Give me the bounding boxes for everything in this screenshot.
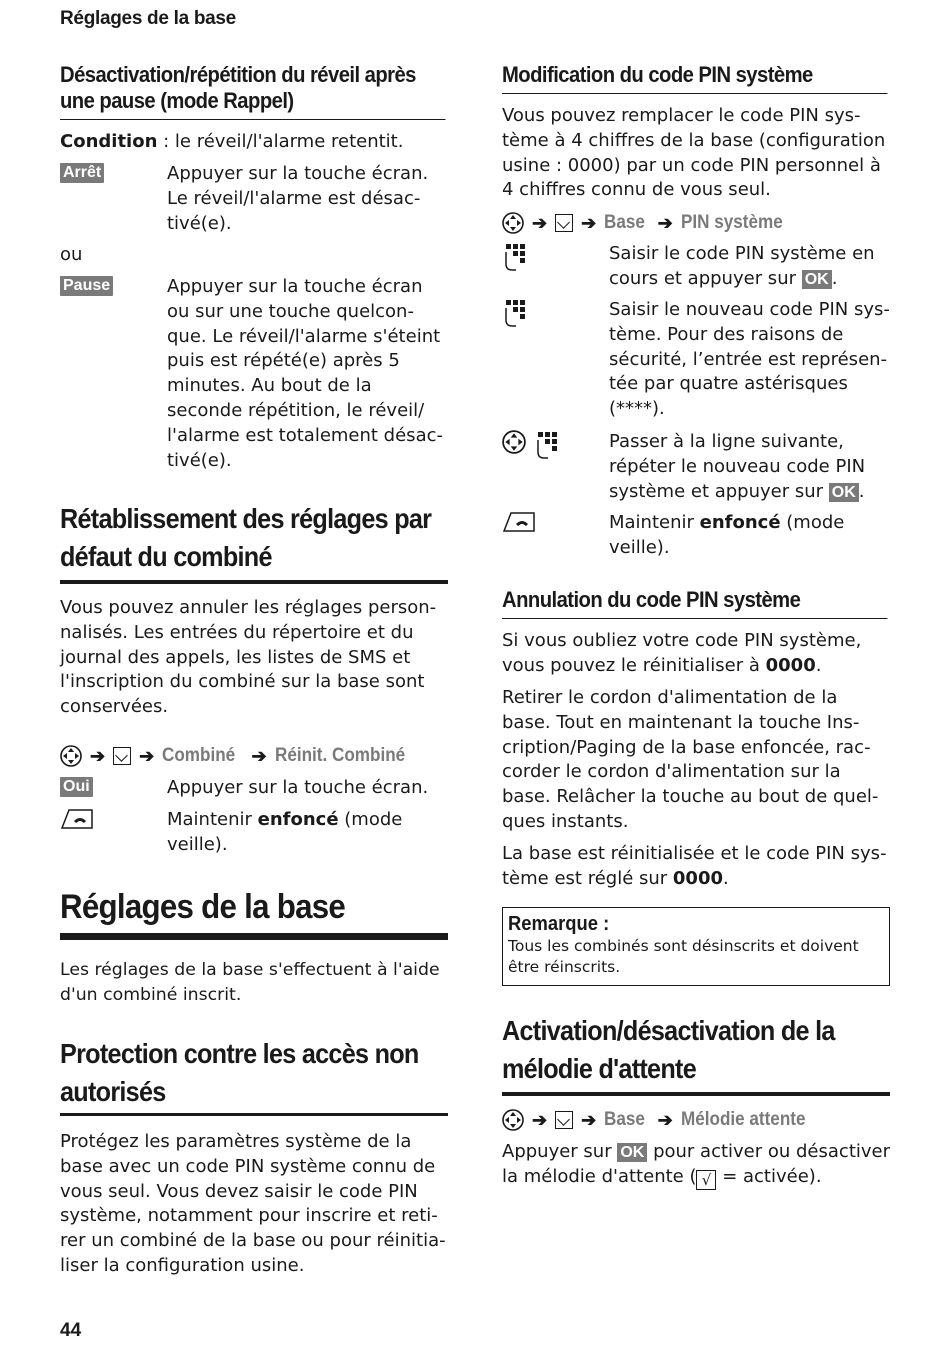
arrow-icon: ➔ (139, 745, 155, 766)
cancel-p3-end: . (723, 867, 729, 889)
base-text: Les réglages de la base s'effectuent à l'aide d'un combiné inscrit. (60, 960, 440, 1005)
hold-text-bold: enfoncé (257, 809, 339, 830)
arrow-icon: ➔ (90, 745, 106, 766)
protect-text: Protégez les paramètres système de la base avec un code PIN système connu de vous seul. Vous devez saisir le code PIN système, notamment pour inscrire et reti-rer un combiné de la base ou pour réinitia-liser la configuration usine. (60, 1131, 446, 1276)
page-number: 44 (60, 1320, 82, 1341)
condition-label: Condition (60, 131, 158, 152)
hold-text-post: (mode veille). (167, 809, 403, 855)
condition-line (60, 130, 448, 155)
music-section (502, 1012, 890, 1096)
pause-softkey[interactable]: Pause (60, 276, 113, 296)
arrow-icon: ➔ (532, 1109, 548, 1130)
pin-step2-row (502, 298, 890, 423)
pin-step3-end: . (858, 480, 865, 502)
menu-item-reinit[interactable]: Réinit. Combiné (274, 745, 405, 766)
navigation-key-icon[interactable] (502, 430, 526, 454)
base-title: Réglages de la base (60, 888, 346, 926)
cancel-section (502, 587, 890, 619)
note-box (502, 907, 890, 986)
cancel-p3-text: La base est réinitialisée et le code PIN sys-tème est réglé sur (502, 843, 887, 889)
yes-softkey[interactable]: Oui (60, 777, 93, 797)
snooze-section (60, 62, 448, 120)
menu-icon[interactable] (555, 214, 573, 232)
music-text-mid: pour activer ou désactiver la mélodie d'attente ( (502, 1141, 891, 1187)
menu-item-pin[interactable]: PIN système (680, 212, 783, 233)
arrow-icon: ➔ (251, 745, 267, 766)
cancel-title: Annulation du code PIN système (502, 587, 888, 619)
protect-section (60, 1035, 448, 1116)
pin-text: Vous pouvez remplacer le code PIN sys-tème à 4 chiffres de la base (configuration usine : 0000) par un code PIN personnel à 4 chiffres connu de vous seul. (502, 105, 886, 201)
cancel-p1-text: Si vous oubliez votre code PIN système, vous pouvez le réinitialiser à (502, 630, 862, 676)
ok-softkey[interactable]: OK (829, 483, 859, 502)
arrow-icon: ➔ (657, 1109, 673, 1130)
arrow-icon: ➔ (532, 212, 548, 233)
pin-hold-pre: Maintenir (609, 512, 700, 533)
reset-title: Rétablissement des réglages par défaut du combiné (60, 503, 432, 572)
off-row (60, 162, 448, 237)
pin-step1-text: Saisir le code PIN système en cours et appuyer sur (609, 243, 875, 289)
pin-step3-row (502, 430, 890, 506)
cancel-p1-bold: 0000 (765, 654, 816, 676)
end-call-key-icon[interactable] (60, 808, 94, 830)
pin-title: Modification du code PIN système (502, 62, 888, 94)
protect-title: Protection contre les accès non autorisés (60, 1038, 419, 1107)
end-call-key-icon[interactable] (502, 511, 536, 533)
cancel-p1-end: . (815, 654, 822, 676)
pin-step2-text: Saisir le nouveau code PIN sys-tème. Pour des raisons de sécurité, l’entrée est représen-tée par quatre astérisques (****). (609, 299, 890, 420)
music-text-pre: Appuyer sur (502, 1141, 618, 1162)
note-title: Remarque : (508, 913, 610, 935)
keypad-icon[interactable] (502, 298, 532, 328)
menu-item-combine[interactable]: Combiné (162, 745, 236, 766)
navigation-key-icon[interactable] (60, 745, 82, 767)
reset-section (60, 500, 448, 584)
cancel-p1 (502, 629, 890, 679)
music-nav-path (502, 1107, 819, 1133)
pause-text: Appuyer sur la touche écran ou sur une touche quelcon-que. Le réveil/l'alarme s'éteint puis est répété(e) après 5 minutes. Au bout de la seconde répétition, le réveil/ l'alarme est totalement désac-tivé(e). (167, 276, 443, 471)
condition-text: : le réveil/l'alarme retentit. (157, 131, 404, 152)
pin-section (502, 62, 890, 94)
arrow-icon: ➔ (581, 212, 597, 233)
yes-text: Appuyer sur la touche écran. (167, 777, 429, 798)
hold-text-pre: Maintenir (167, 809, 258, 830)
note-text: Tous les combinés sont désinscrits et doivent être réinscrits. (508, 937, 859, 976)
yes-row (60, 776, 448, 802)
cancel-p2: Retirer le cordon d'alimentation de la base. Tout en maintenant la touche Ins-cription/Paging de la base enfoncée, rac-corder le cordon d'alimentation sur la base. Relâcher la touche au bout de quel-ques instants. (502, 687, 879, 832)
cancel-p3 (502, 842, 890, 892)
menu-icon[interactable] (113, 747, 131, 765)
pin-nav-path (502, 210, 794, 236)
arrow-icon: ➔ (657, 212, 673, 233)
menu-icon[interactable] (555, 1111, 573, 1129)
navigation-key-icon[interactable] (502, 1109, 524, 1131)
pause-row (60, 275, 448, 475)
base-title-rule (60, 933, 448, 940)
pin-hold-row (502, 511, 890, 563)
menu-item-base[interactable]: Base (604, 1109, 646, 1130)
navigation-key-icon[interactable] (502, 212, 524, 234)
hold-row (60, 808, 448, 860)
pin-step1-row (502, 242, 890, 294)
menu-item-base[interactable]: Base (604, 212, 646, 233)
pin-step1-end: . (831, 267, 838, 289)
ok-softkey[interactable]: OK (617, 1143, 647, 1162)
ok-softkey[interactable]: OK (802, 270, 832, 289)
base-section (60, 887, 448, 940)
arrow-icon: ➔ (581, 1109, 597, 1130)
pin-hold-post: (mode veille). (609, 512, 845, 558)
reset-nav-path (60, 743, 419, 769)
reset-text: Vous pouvez annuler les réglages person-nalisés. Les entrées du répertoire et du journal des appels, les listes de SMS et l'inscription du combiné sur la base sont conservées. (60, 597, 437, 718)
music-title: Activation/désactivation de la mélodie d'attente (502, 1015, 835, 1084)
off-softkey[interactable]: Arrêt (60, 163, 104, 183)
pin-hold-bold: enfoncé (699, 512, 781, 533)
music-text-post: = activée). (716, 1165, 822, 1187)
keypad-icon[interactable] (502, 242, 532, 272)
music-title-rule (502, 1092, 890, 1096)
protect-title-rule (60, 1113, 448, 1116)
checkbox-icon: √ (696, 1170, 716, 1190)
menu-item-music[interactable]: Mélodie attente (680, 1109, 806, 1130)
music-text (502, 1140, 890, 1190)
pin-step3-text: Passer à la ligne suivante, répéter le nouveau code PIN système et appuyer sur (609, 431, 866, 502)
reset-title-rule (60, 580, 448, 584)
snooze-title: Désactivation/répétition du réveil après une pause (mode Rappel) (60, 62, 446, 120)
keypad-icon[interactable] (534, 430, 564, 460)
or-text: ou (60, 244, 83, 265)
cancel-p3-bold: 0000 (672, 867, 724, 889)
running-header: Réglages de la base (60, 8, 236, 29)
off-text: Appuyer sur la touche écran. Le réveil/l'alarme est désac-tivé(e). (167, 163, 429, 234)
